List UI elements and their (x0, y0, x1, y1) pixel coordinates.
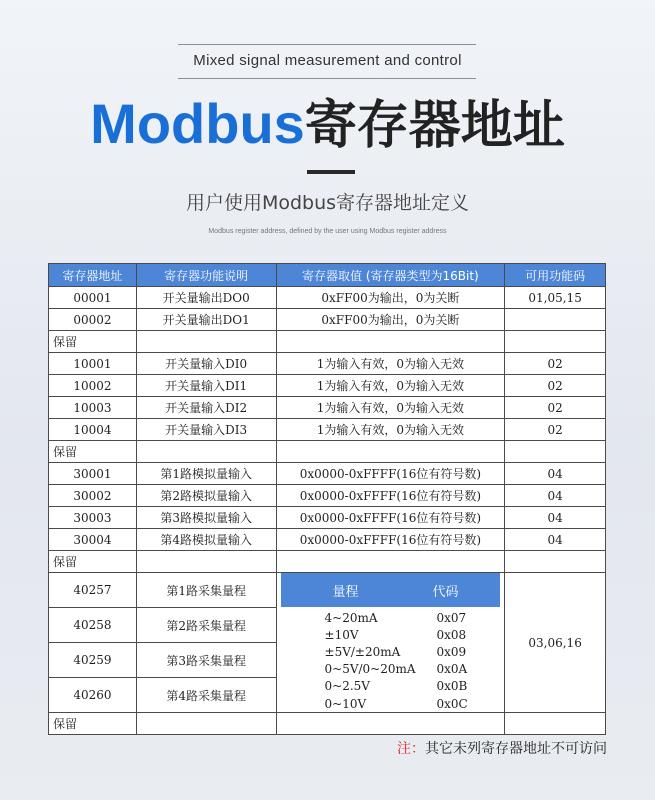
cell-codes: 04 (505, 463, 606, 485)
empty-cell (505, 551, 606, 573)
cell-value: 0xFF00为输出，0为关断 (276, 309, 505, 331)
range-code: 0x08 (436, 627, 467, 642)
cell-function: 第2路采集量程 (136, 608, 276, 643)
empty-cell (136, 441, 276, 463)
table-row (49, 463, 606, 485)
cell-codes: 03,06,16 (505, 573, 606, 713)
col-header-function: 寄存器功能说明 (136, 264, 276, 287)
range-code: 0x0A (436, 662, 468, 677)
reserved-label: 保留 (49, 441, 137, 463)
range-register-row (49, 573, 606, 608)
cell-value: 1为输入有效，0为输入无效 (276, 353, 505, 375)
cell-address: 30001 (49, 463, 137, 485)
cell-address: 40259 (49, 643, 137, 678)
cell-function: 第1路采集量程 (136, 573, 276, 608)
reserved-row (49, 331, 606, 353)
range-item (281, 661, 501, 678)
table-header-row (49, 264, 606, 287)
subtitle-divider (178, 78, 476, 79)
range-code: 0x0B (436, 679, 468, 694)
empty-cell (276, 713, 505, 735)
table-row (49, 507, 606, 529)
range-value: ±5V/±20mA (324, 644, 401, 659)
code-header-label: 代码 (432, 584, 459, 600)
cell-function: 第3路采集量程 (136, 643, 276, 678)
footnote-prefix: 注： (397, 741, 425, 757)
range-item (281, 643, 501, 660)
range-code: 0x07 (436, 610, 467, 625)
caption-en: Modbus register address, defined by the user using Modbus register address (208, 228, 447, 235)
range-value: ±10V (324, 627, 359, 642)
cell-address: 00002 (49, 309, 137, 331)
title-underline (307, 170, 355, 174)
cell-function: 开关量输入DI3 (136, 419, 276, 441)
table-row (49, 529, 606, 551)
reserved-label: 保留 (49, 331, 137, 353)
cell-value: 0x0000-0xFFFF(16位有符号数) (276, 463, 505, 485)
range-item (281, 678, 501, 695)
cell-value: 1为输入有效，0为输入无效 (276, 397, 505, 419)
subtitle-en: Mixed signal measurement and control (193, 52, 462, 69)
cell-codes: 04 (505, 485, 606, 507)
range-value: 0~10V (324, 696, 367, 711)
cell-function: 第1路模拟量输入 (136, 463, 276, 485)
cell-codes: 02 (505, 353, 606, 375)
cell-codes: 04 (505, 529, 606, 551)
empty-cell (276, 551, 505, 573)
cell-address: 40257 (49, 573, 137, 608)
range-value: 4~20mA (324, 610, 378, 625)
cell-address: 10002 (49, 375, 137, 397)
footnote-text: 其它未列寄存器地址不可访问 (425, 741, 607, 757)
footnote (397, 738, 607, 758)
empty-cell (505, 331, 606, 353)
empty-cell (276, 331, 505, 353)
cell-codes: 02 (505, 375, 606, 397)
cell-address: 10004 (49, 419, 137, 441)
cell-codes: 02 (505, 397, 606, 419)
cell-function: 开关量输出DO1 (136, 309, 276, 331)
range-code-header (281, 573, 501, 607)
table-row (49, 397, 606, 419)
cell-value: 1为输入有效，0为输入无效 (276, 375, 505, 397)
table-row (49, 419, 606, 441)
col-header-address: 寄存器地址 (49, 264, 137, 287)
cell-value: 0x0000-0xFFFF(16位有符号数) (276, 507, 505, 529)
reserved-row (49, 713, 606, 735)
cell-address: 30004 (49, 529, 137, 551)
table-row (49, 287, 606, 309)
register-table (48, 263, 606, 735)
reserved-label: 保留 (49, 713, 137, 735)
range-code-table (276, 573, 505, 713)
cell-function: 开关量输出DO0 (136, 287, 276, 309)
range-item (281, 609, 501, 626)
cell-address: 40260 (49, 678, 137, 713)
table-body (49, 287, 606, 735)
cell-function: 第2路模拟量输入 (136, 485, 276, 507)
range-code: 0x09 (436, 644, 467, 659)
cell-codes: 02 (505, 419, 606, 441)
cell-function: 开关量输入DI1 (136, 375, 276, 397)
table-row (49, 353, 606, 375)
col-header-value: 寄存器取值 (寄存器类型为16Bit) (276, 264, 505, 287)
title-register-address: 寄存器地址 (304, 96, 565, 156)
range-code: 0x0C (436, 696, 468, 711)
cell-function: 第4路模拟量输入 (136, 529, 276, 551)
table-row (49, 309, 606, 331)
col-header-codes: 可用功能码 (505, 264, 606, 287)
range-value: 0~2.5V (324, 679, 370, 694)
range-header-label: 量程 (332, 584, 359, 600)
empty-cell (136, 331, 276, 353)
table-row (49, 375, 606, 397)
empty-cell (276, 441, 505, 463)
empty-cell (136, 551, 276, 573)
top-divider (178, 44, 476, 45)
cell-function: 第4路采集量程 (136, 678, 276, 713)
cell-value: 1为输入有效，0为输入无效 (276, 419, 505, 441)
cell-value: 0xFF00为输出，0为关断 (276, 287, 505, 309)
cell-function: 开关量输入DI0 (136, 353, 276, 375)
cell-function: 开关量输入DI2 (136, 397, 276, 419)
reserved-row (49, 551, 606, 573)
range-item (281, 695, 501, 712)
empty-cell (505, 441, 606, 463)
cell-codes: 01,05,15 (505, 287, 606, 309)
reserved-label: 保留 (49, 551, 137, 573)
title-modbus: Modbus (90, 92, 305, 155)
caption-cn: 用户使用Modbus寄存器地址定义 (185, 192, 470, 214)
cell-value: 0x0000-0xFFFF(16位有符号数) (276, 529, 505, 551)
empty-cell (136, 713, 276, 735)
cell-address: 30003 (49, 507, 137, 529)
page-title (0, 84, 655, 166)
cell-address: 40258 (49, 608, 137, 643)
table-row (49, 485, 606, 507)
cell-address: 10003 (49, 397, 137, 419)
cell-address: 00001 (49, 287, 137, 309)
cell-codes (505, 309, 606, 331)
cell-address: 30002 (49, 485, 137, 507)
range-item (281, 626, 501, 643)
cell-address: 10001 (49, 353, 137, 375)
reserved-row (49, 441, 606, 463)
cell-function: 第3路模拟量输入 (136, 507, 276, 529)
cell-value: 0x0000-0xFFFF(16位有符号数) (276, 485, 505, 507)
range-value: 0~5V/0~20mA (324, 662, 416, 677)
cell-codes: 04 (505, 507, 606, 529)
empty-cell (505, 713, 606, 735)
